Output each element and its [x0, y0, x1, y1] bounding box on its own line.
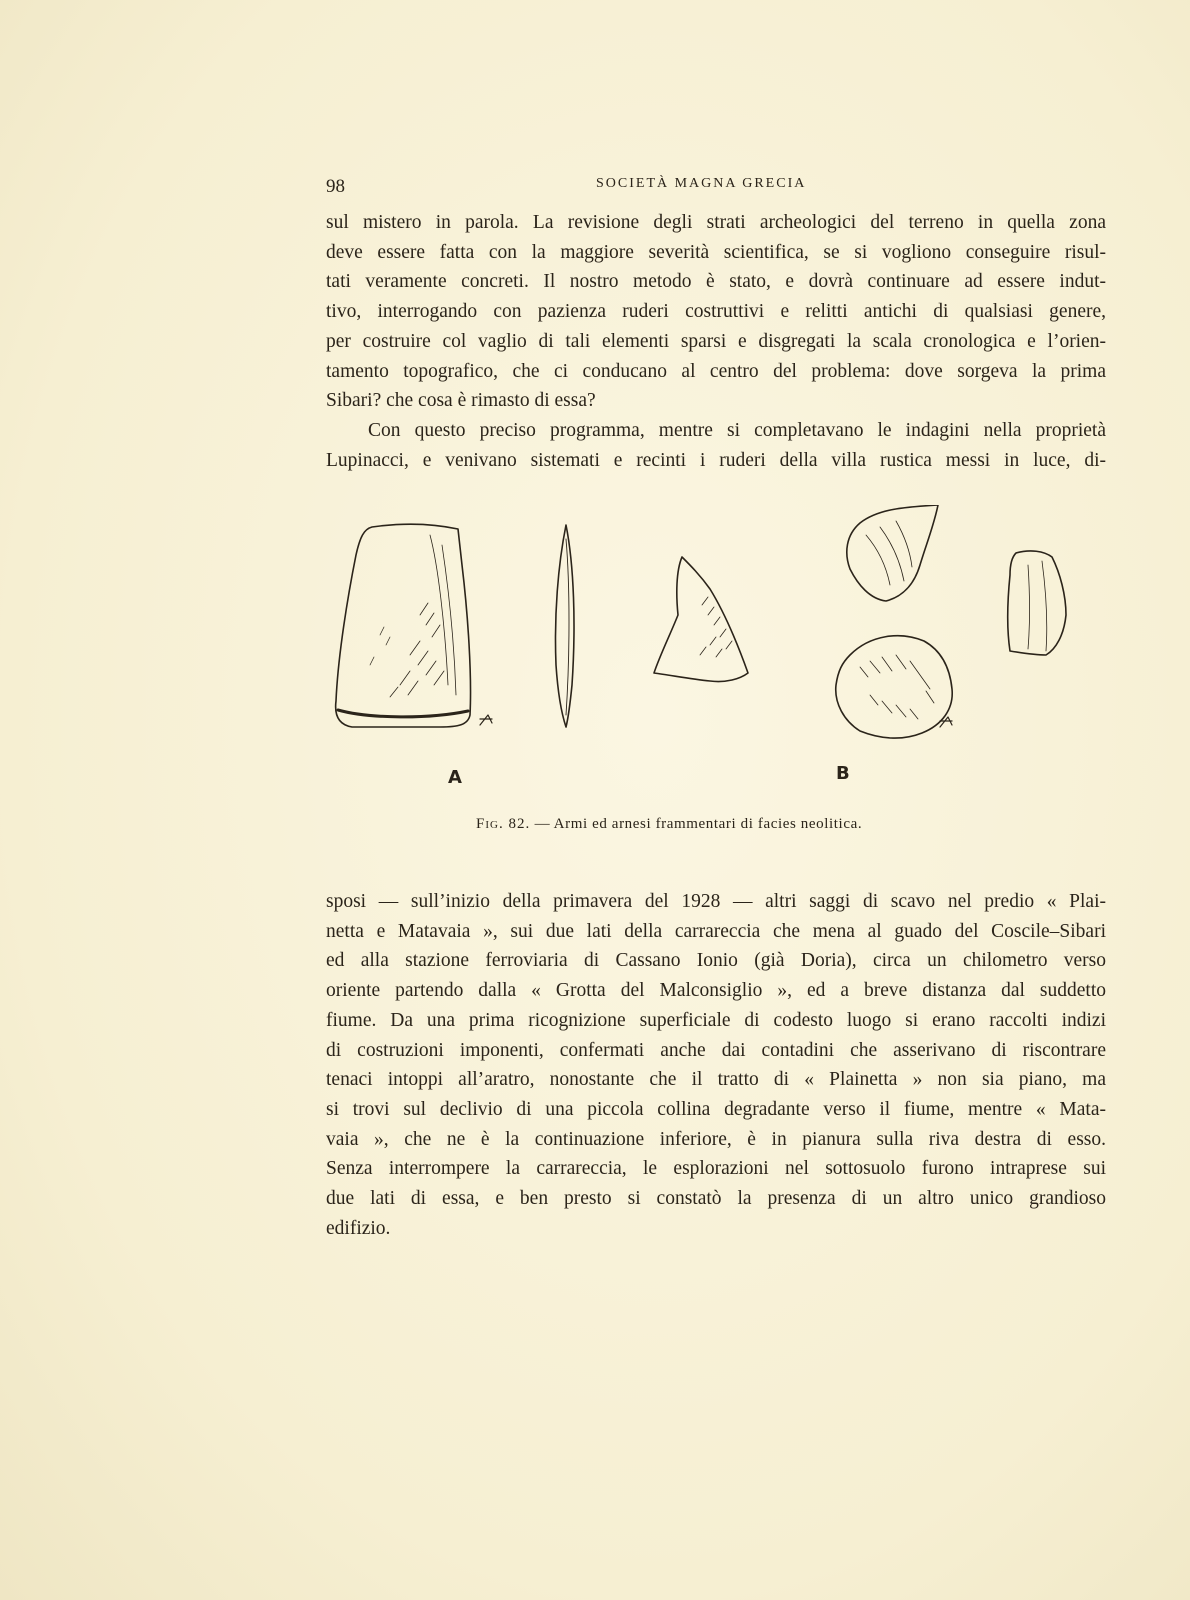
upper-b-fragment-drawing [847, 505, 938, 601]
text-line: ed alla stazione ferroviaria di Cassano Ionio (già Doria), circa un chilometro verso [326, 950, 1106, 972]
figure-caption [476, 816, 996, 833]
text-line: Senza interrompere la carrareccia, le esplorazioni nel sottosuolo furono intraprese sui [326, 1158, 1106, 1180]
text-line: vaia », che ne è la continuazione inferiore, è in pianura sulla riva destra di esso. [326, 1128, 1106, 1150]
text-line: netta e Matavaia », sui due lati della carrareccia che mena al guado del Coscile–Sibari [326, 920, 1106, 942]
flint-blade-drawing [555, 525, 574, 727]
artifact-illustration [330, 505, 1090, 805]
text-line: oriente partendo dalla « Grotta del Malconsiglio », ed a breve distanza dal suddetto [326, 980, 1106, 1002]
figure-label-a: A [448, 767, 462, 788]
paragraph [326, 887, 1106, 1243]
figure-82 [330, 505, 1090, 805]
text-line: sul mistero in parola. La revisione degli strati archeologici del terreno in quella zona [326, 212, 1106, 233]
text-line: tamento topografico, che ci conducano al centro del problema: dove sorgeva la prima [326, 360, 1106, 382]
figure-label-b: B [836, 763, 850, 784]
paragraph [326, 416, 1106, 475]
page-header [326, 174, 1106, 200]
running-head: SOCIETÀ MAGNA GRECIA [596, 176, 807, 191]
text-line: sposi — sull’inizio della primavera del 1928 — altri saggi di scavo nel predio « Plai- [326, 891, 1106, 912]
figure-number: Fig. 82. [476, 816, 531, 832]
text-line: di costruzioni imponenti, confermati anche dai contadini che asserivano di riscontrare [326, 1039, 1106, 1061]
text-line: due lati di essa, e ben presto si constatò la presenza di un altro unico grandioso [326, 1188, 1106, 1210]
text-line: fiume. Da una prima ricognizione superficiale di codesto luogo si erano raccolti indizi [326, 1009, 1106, 1031]
paragraph [326, 208, 1106, 416]
right-b-fragment-drawing [1008, 551, 1066, 655]
text-line: deve essere fatta con la maggiore severità scientifica, se si vogliono conseguire risul- [326, 241, 1106, 263]
text-line: tivo, interrogando con pazienza ruderi costruttivi e relitti antichi di qualsiasi genere, [326, 301, 1106, 323]
bottom-text-block [326, 887, 1106, 1243]
text-line: tenaci intoppi all’aratro, nonostante che il tratto di « Plainetta » non sia piano, ma [326, 1069, 1106, 1091]
text-line: Lupinacci, e venivano sistemati e recinti i ruderi della villa rustica messi in luce, di- [326, 449, 1106, 471]
lower-b-fragment-drawing [836, 636, 952, 738]
text-line: per costruire col vaglio di tali elementi sparsi e disgregati la scala cronologica e l’orien- [326, 330, 1106, 352]
caption-text: — Armi ed arnesi frammentari di facies neolitica. [534, 816, 863, 832]
text-line: edifizio. [326, 1217, 391, 1239]
page-number: 98 [326, 176, 345, 197]
top-text-block [326, 208, 1106, 475]
triangular-fragment-drawing [654, 557, 748, 682]
stone-axe-drawing [336, 524, 492, 727]
text-line: tati veramente concreti. Il nostro metodo è stato, e dovrà continuare ad essere indut- [326, 271, 1106, 293]
text-line: si trovi sul declivio di una piccola collina degradante verso il fiume, mentre « Mata- [326, 1098, 1106, 1120]
text-line: Sibari? che cosa è rimasto di essa? [326, 390, 596, 412]
text-line: Con questo preciso programma, mentre si completavano le indagini nella proprietà [368, 419, 1106, 441]
